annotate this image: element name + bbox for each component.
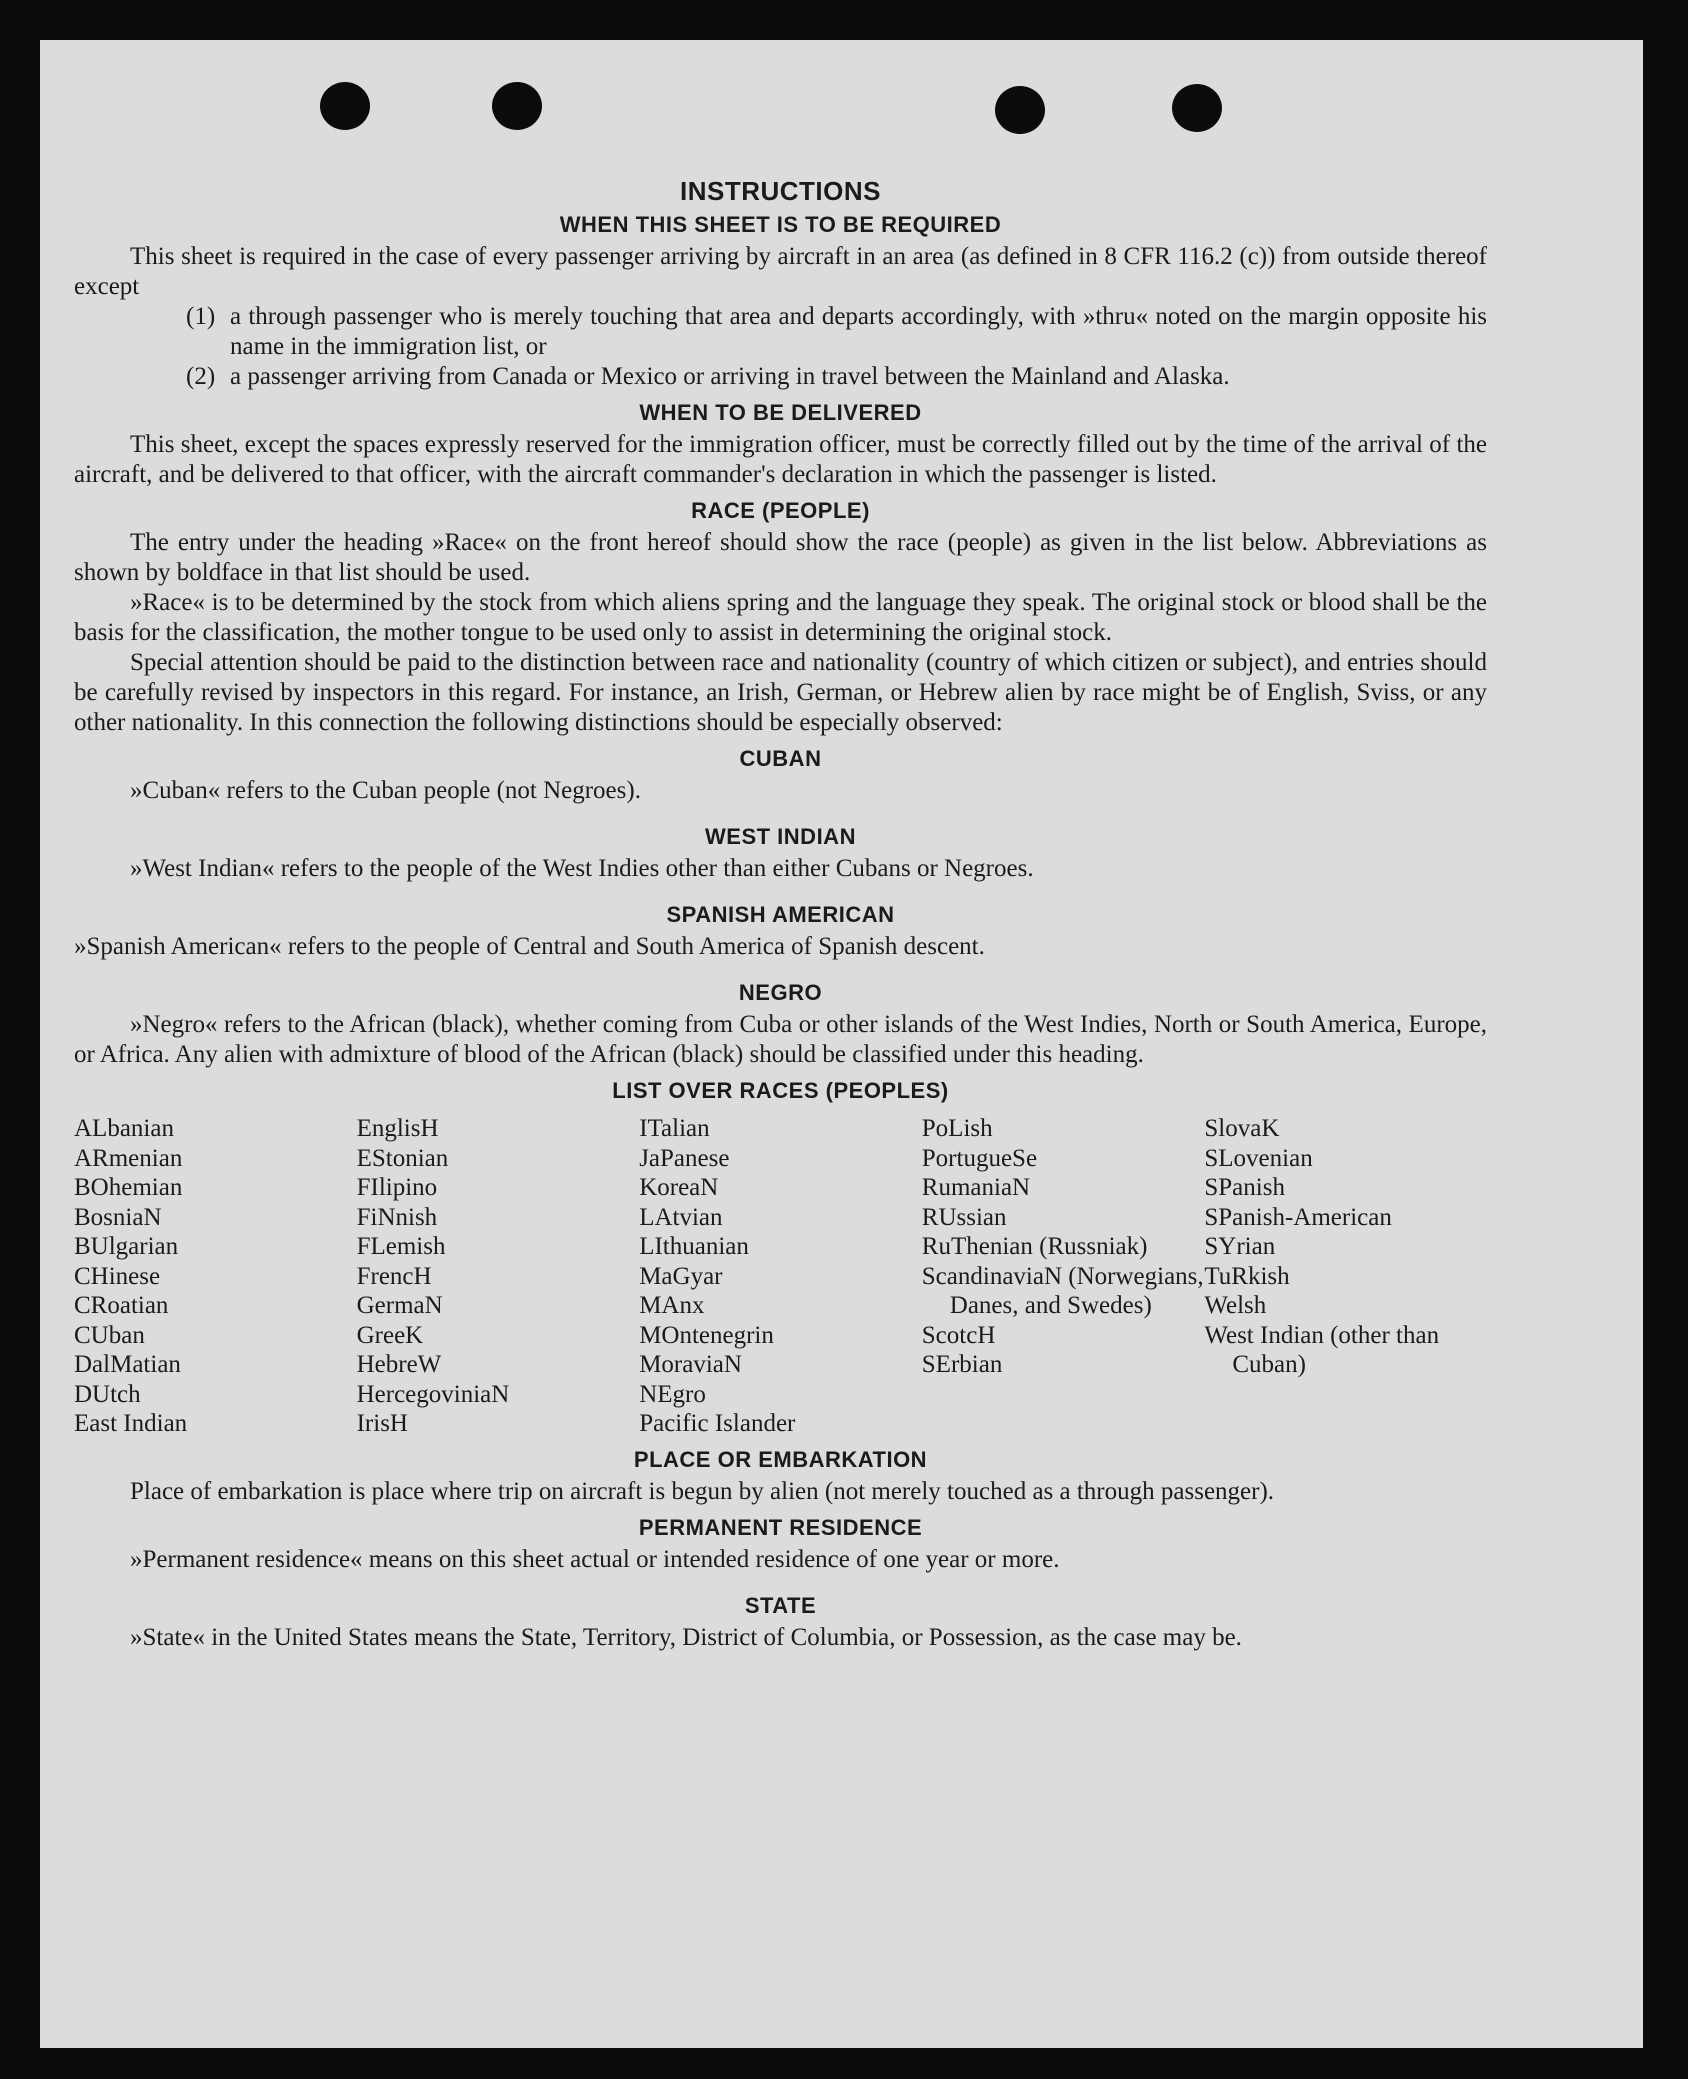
race-entry: SLovenian [1204, 1144, 1313, 1172]
instructions-content [74, 178, 1487, 1653]
paragraph: »Race« is to be determined by the stock from which aliens spring and the language they speak. The original stock or blood shall be the basis for the classification, the mother tongue to be used only to assist in determining the original stock. [74, 589, 1487, 646]
race-column [1204, 1114, 1487, 1439]
race-entry: BUlgarian [74, 1233, 179, 1260]
race-entry: PoLish [921, 1115, 993, 1142]
item-number: (1) [186, 303, 216, 330]
section-title: STATE [744, 1592, 817, 1618]
section-title: WHEN TO BE DELIVERED [639, 400, 922, 425]
section-title: WEST INDIAN [705, 824, 856, 849]
punch-hole [492, 82, 542, 130]
race-entry: SPanish-American [1204, 1203, 1392, 1231]
race-entry: BosniaN [74, 1203, 162, 1231]
race-entry: CUban [74, 1321, 145, 1349]
race-entry: MOntenegrin [639, 1321, 774, 1349]
race-entry: ARmenian [74, 1144, 183, 1172]
paragraph: »Negro« refers to the African (black), whether coming from Cuba or other islands of the West Indies, North or South America, Europe, or Africa. Any alien with admixture of blood of the African (black) should be classified under this heading. [74, 1011, 1487, 1068]
race-entry: RUssian [921, 1203, 1007, 1231]
section-title: PERMANENT RESIDENCE [638, 1514, 923, 1540]
race-entry: EStonian [356, 1144, 449, 1172]
race-list [74, 1114, 1487, 1439]
race-entry: JaPanese [639, 1144, 730, 1172]
paragraph: »Spanish American« refers to the people of Central and South America of Spanish descent. [74, 933, 985, 960]
race-entry: SYrian [1204, 1233, 1276, 1260]
race-entry: FrencH [356, 1262, 432, 1290]
race-entry: EnglisH [356, 1115, 439, 1142]
race-entry: NEgro [639, 1380, 706, 1408]
punch-hole [1172, 84, 1222, 132]
race-entry: KoreaN [639, 1174, 719, 1201]
section-title: PLACE OR EMBARKATION [633, 1446, 928, 1472]
race-entry: LAtvian [639, 1203, 723, 1231]
race-entry: FIlipino [356, 1174, 438, 1201]
race-entry: CHinese [74, 1262, 161, 1290]
paragraph: This sheet, except the spaces expressly reserved for the immigration officer, must be correctly filled out by the time of the arrival of the aircraft, and be delivered to that officer, with the aircraft commander's declaration in which the passenger is listed. [74, 431, 1487, 488]
section-title: LIST OVER RACES (PEOPLES) [612, 1078, 949, 1103]
race-entry: GermaN [356, 1292, 443, 1319]
race-entry: RuThenian (Russniak) [921, 1233, 1148, 1260]
list-item [186, 362, 1487, 392]
race-entry: ScandinaviaN (Norwegians, Danes, and Swedes) [921, 1262, 1204, 1319]
race-entry: DUtch [74, 1380, 141, 1408]
paragraph: Special attention should be paid to the distinction between race and nationality (country of which citizen or subject), and entries should be carefully revised by inspectors in this regard. For instance, an Irish, German, or Hebrew alien by race might be of English, Sviss, or any other nationality. In this connection the following distinctions should be especially observed: [74, 649, 1487, 736]
race-entry: FiNnish [356, 1203, 438, 1231]
race-entry: LIthuanian [639, 1233, 749, 1260]
page-title: INSTRUCTIONS [680, 176, 881, 206]
race-entry: ALbanian [74, 1115, 174, 1142]
race-column [639, 1114, 922, 1439]
paragraph: Place of embarkation is place where trip on aircraft is begun by alien (not merely touched as a through passenger). [130, 1477, 1275, 1505]
race-entry: SErbian [921, 1351, 1003, 1378]
race-entry: MaGyar [639, 1262, 723, 1290]
paragraph: »State« in the United States means the State, Territory, District of Columbia, or Possession, as the case may be. [130, 1623, 1242, 1651]
race-entry: Pacific Islander [639, 1410, 796, 1437]
race-entry: HebreW [356, 1351, 442, 1378]
section-title: SPANISH AMERICAN [666, 902, 895, 927]
race-entry: West Indian (other than Cuban) [1204, 1321, 1440, 1378]
document-page [40, 40, 1643, 2048]
item-number: (2) [186, 363, 216, 390]
race-entry: TuRkish [1204, 1262, 1290, 1290]
race-entry: GreeK [356, 1321, 424, 1349]
race-entry: Welsh [1204, 1292, 1267, 1319]
item-text: a passenger arriving from Canada or Mexico or arriving in travel between the Mainland and Alaska. [230, 363, 1230, 390]
section-title: WHEN THIS SHEET IS TO BE REQUIRED [559, 212, 1002, 237]
punch-hole [995, 86, 1045, 134]
race-entry: SlovaK [1204, 1115, 1280, 1142]
race-entry: SPanish [1204, 1174, 1285, 1201]
item-text: a through passenger who is merely touching that area and departs accordingly, with »thru« noted on the margin opposite his name in the immigration list, or [230, 303, 1487, 360]
race-column [357, 1114, 640, 1439]
list-item [186, 302, 1487, 362]
paragraph: »Cuban« refers to the Cuban people (not Negroes). [130, 777, 641, 804]
race-entry: East Indian [74, 1410, 188, 1437]
race-entry: RumaniaN [921, 1174, 1031, 1201]
race-entry: FLemish [356, 1233, 446, 1260]
race-entry: CRoatian [74, 1292, 169, 1319]
paragraph: The entry under the heading »Race« on the front hereof should show the race (people) as given in the list below. Abbreviations as shown by boldface in that list should be used. [74, 529, 1487, 586]
paragraph: »Permanent residence« means on this sheet actual or intended residence of one year or more. [130, 1545, 1060, 1573]
section-title: NEGRO [738, 980, 823, 1005]
punch-hole [320, 82, 370, 130]
paragraph: This sheet is required in the case of every passenger arriving by aircraft in an area (as defined in 8 CFR 116.2 (c)) from outside thereof except [74, 243, 1487, 300]
race-entry: IrisH [356, 1410, 408, 1437]
race-entry: MAnx [639, 1292, 705, 1319]
race-entry: MoraviaN [639, 1351, 742, 1378]
race-entry: BOhemian [74, 1174, 183, 1201]
race-entry: DalMatian [74, 1351, 181, 1378]
race-entry: ITalian [639, 1115, 710, 1142]
race-entry: PortugueSe [921, 1144, 1038, 1172]
race-entry: ScotcH [921, 1321, 996, 1349]
race-column [74, 1114, 357, 1439]
race-column [922, 1114, 1205, 1439]
section-title: RACE (PEOPLE) [691, 498, 870, 523]
race-entry: HercegoviniaN [356, 1380, 510, 1408]
paragraph: »West Indian« refers to the people of the West Indies other than either Cubans or Negroes. [130, 855, 1034, 882]
section-title: CUBAN [739, 746, 822, 771]
